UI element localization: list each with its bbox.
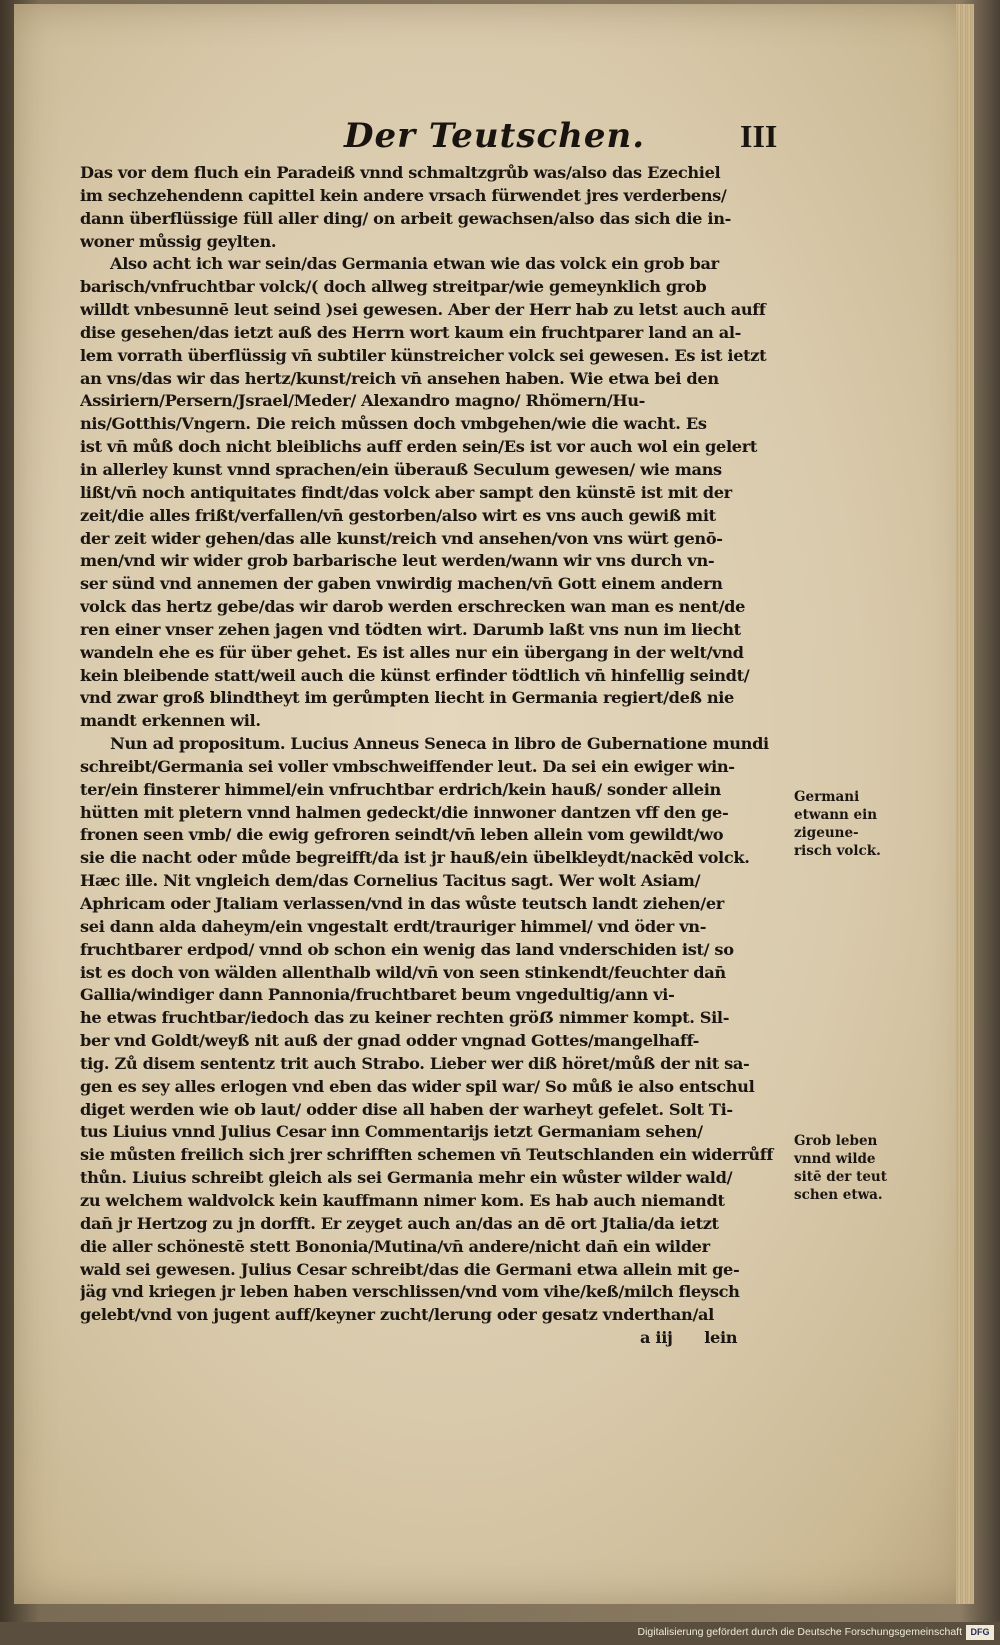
marginal-note-line: vnnd wilde	[794, 1151, 876, 1167]
text-line: lem vorrath überflüssig vn̄ subtiler künstreicher volck sei gewesen. Es ist ietzt	[80, 345, 767, 365]
marginal-note-line: Grob leben	[794, 1133, 878, 1149]
page-title: Der Teutschen.	[344, 116, 646, 156]
footer-bar	[0, 1622, 1000, 1645]
text-line: kein bleibende statt/weil auch die künst erfinder tödtlich vn̄ hinfellig seindt/	[80, 665, 750, 685]
text-line: der zeit wider gehen/das alle kunst/reich vnd ansehen/von vns würt genō-	[80, 528, 723, 548]
text-line: an vns/das wir das hertz/kunst/reich vn̄ ansehen haben. Wie etwa bei den	[80, 368, 719, 388]
text-line: sie můsten freilich sich jrer schrifften schemen vn̄ Teutschlanden ein widerrůff	[80, 1145, 774, 1165]
text-line: woner můssig geylten.	[80, 231, 277, 251]
text-line: gen es sey alles erlogen vnd eben das wider spil war/ So můß ie also entschul	[80, 1076, 755, 1096]
text-line: Assiriern/Persern/Jsrael/Meder/ Alexandro magno/ Rhömern/Hu-	[80, 391, 646, 411]
text-line: nis/Gotthis/Vngern. Die reich můssen doch vmbgehen/wie die wacht. Es	[80, 414, 707, 434]
text-line: ser sünd vnd annemen der gaben vnwirdig machen/vn̄ Gott einem andern	[80, 574, 723, 594]
marginal-note-line: sitē der teut	[794, 1169, 887, 1185]
text-line: he etwas fruchtbar/iedoch das zu keiner rechten gröẞ nimmer kompt. Sil-	[80, 1008, 730, 1028]
text-line: diget werden wie ob laut/ odder dise all haben der warheyt gefelet. Solt Ti-	[80, 1099, 733, 1119]
text-line: tus Liuius vnnd Julius Cesar inn Commentarijs ietzt Germaniam sehen/	[80, 1122, 703, 1142]
text-line: volck das hertz gebe/das wir darob werden erschrecken wan man es nent/de	[80, 597, 746, 617]
text-line: tig. Zů disem sententz trit auch Strabo. Lieber wer diß höret/můß der nit sa-	[80, 1053, 750, 1073]
text-line: Aphricam oder Jtaliam verlassen/vnd in das wůste teutsch landt ziehen/er	[80, 894, 724, 913]
text-line: zu welchem waldvolck kein kauffmann nimer kom. Es hab auch niemandt	[80, 1190, 725, 1210]
marginal-note-line: schen etwa.	[794, 1187, 883, 1203]
text-line: ist vn̄ můß doch nicht bleiblichs auff erden sein/Es ist vor auch wol ein gelert	[80, 437, 758, 457]
text-line: lißt/vn̄ noch antiquitates findt/das volck aber sampt den künstē ist mit der	[80, 482, 732, 502]
text-line: vnd zwar groß blindtheyt im gerůmpten liecht in Germania regiert/deß nie	[80, 688, 734, 708]
text-line: hütten mit pletern vnnd halmen gedeckt/die innwoner dantzen vff den ge-	[80, 802, 729, 822]
text-line: fruchtbarer erdpod/ vnnd ob schon ein wenig das land vnderschiden ist/ so	[80, 939, 734, 959]
text-line: wandeln ehe es für über gehet. Es ist alles nur ein übergang in der welt/vnd	[80, 642, 744, 662]
text-line: im sechzehendenn capittel kein andere vrsach fürwendet jres verderbens/	[80, 185, 727, 205]
text-line: sei dann alda daheym/ein vngestalt erdt/trauriger himmel/ vnd öder vn-	[80, 916, 707, 936]
text-line: ist es doch von wälden allenthalb wild/vn̄ von seen stinkendt/feuchter dan̄	[80, 962, 726, 982]
text-line: jäg vnd kriegen jr leben haben verschlissen/vnd vom vihe/keß/milch fleysch	[80, 1282, 740, 1302]
text-line: willdt vnbesunnē leut seind )sei gewesen. Aber der Herr hab zu letst auch auff	[80, 300, 766, 320]
text-line: dise gesehen/das ietzt auß des Herrn wort kaum ein fruchtparer land an al-	[80, 322, 742, 342]
body-text	[80, 162, 782, 1350]
text-line: barisch/vnfruchtbar volck/( doch allweg streitpar/wie gemeynklich grob	[80, 277, 707, 297]
text-line: thůn. Liuius schreibt gleich als sei Germania mehr ein wůster wilder wald/	[80, 1168, 733, 1188]
text-line: sie die nacht oder můde begreifft/da ist jr hauß/ein übelkleydt/nackēd volck.	[80, 848, 750, 868]
running-head	[14, 116, 974, 166]
marginal-note-germani	[794, 788, 881, 860]
marginal-note-line: etwann ein	[794, 807, 878, 823]
text-line: Hæc ille. Nit vngleich dem/das Cornelius Tacitus sagt. Wer wolt Asiam/	[80, 871, 701, 891]
text-line: zeit/die alles frißt/verfallen/vn̄ gestorben/also wirt es vns auch gewiß mit	[80, 505, 716, 525]
marginal-note-line: Germani	[794, 789, 860, 805]
text-line: die aller schönestē stett Bononia/Mutina/vn̄ andere/nicht dan̄ ein wilder	[80, 1236, 710, 1256]
text-line: Das vor dem fluch ein Paradeiß vnnd schmaltzgrůb was/also das Ezechiel	[80, 163, 721, 182]
text-line: schreibt/Germania sei voller vmbschweiffender leut. Da sei ein ewiger win-	[80, 756, 735, 776]
text-line: ren einer vnser zehen jagen vnd tödten wirt. Darumb laßt vns nun im liecht	[80, 619, 741, 639]
text-line: gelebt/vnd von jugent auff/keyner zucht/lerung oder gesatz vnderthan/al	[80, 1305, 714, 1325]
marginal-note-line: risch volck.	[794, 843, 881, 859]
text-line: Also acht ich war sein/das Germania etwan wie das volck ein grob bar	[110, 254, 719, 274]
text-line: dann überflüssige füll aller ding/ on arbeit gewachsen/also das sich die in-	[80, 208, 731, 228]
digitization-credit: Digitalisierung gefördert durch die Deutsche Forschungsgemeinschaft	[637, 1626, 962, 1638]
dfg-logo: DFG	[966, 1625, 994, 1640]
text-line: dan̄ jr Hertzog zu jn dorfft. Er zeyget auch an/das an dē ort Jtalia/da ietzt	[80, 1213, 719, 1233]
text-line: fronen seen vmb/ die ewig gefroren seindt/vn̄ leben allein vom gewildt/wo	[80, 825, 724, 845]
folio-number: III	[740, 118, 778, 154]
text-line: in allerley kunst vnnd sprachen/ein überauß Seculum gewesen/ wie mans	[80, 459, 722, 479]
text-line: mandt erkennen wil.	[80, 711, 261, 731]
marginal-note-line: zigeune-	[794, 825, 859, 841]
text-line: ter/ein finsterer himmel/ein vnfruchtbar erdrich/kein hauß/ sonder allein	[80, 779, 721, 799]
text-line: a iij lein	[640, 1328, 738, 1348]
page-edge	[956, 4, 974, 1604]
text-line: wald sei gewesen. Julius Cesar schreibt/das die Germani etwa allein mit ge-	[80, 1259, 740, 1279]
book-page	[14, 4, 974, 1604]
text-line: Nun ad propositum. Lucius Anneus Seneca in libro de Gubernatione mundi	[110, 734, 769, 754]
marginal-note-grob-leben	[794, 1132, 887, 1204]
text-line: Gallia/windiger dann Pannonia/fruchtbaret beum vngedultig/ann vi-	[80, 985, 675, 1005]
text-line: men/vnd wir wider grob barbarische leut werden/wann wir vns durch vn-	[80, 551, 715, 571]
text-line: ber vnd Goldt/weyß nit auß der gnad odder vngnad Gottes/mangelhaff-	[80, 1031, 700, 1051]
